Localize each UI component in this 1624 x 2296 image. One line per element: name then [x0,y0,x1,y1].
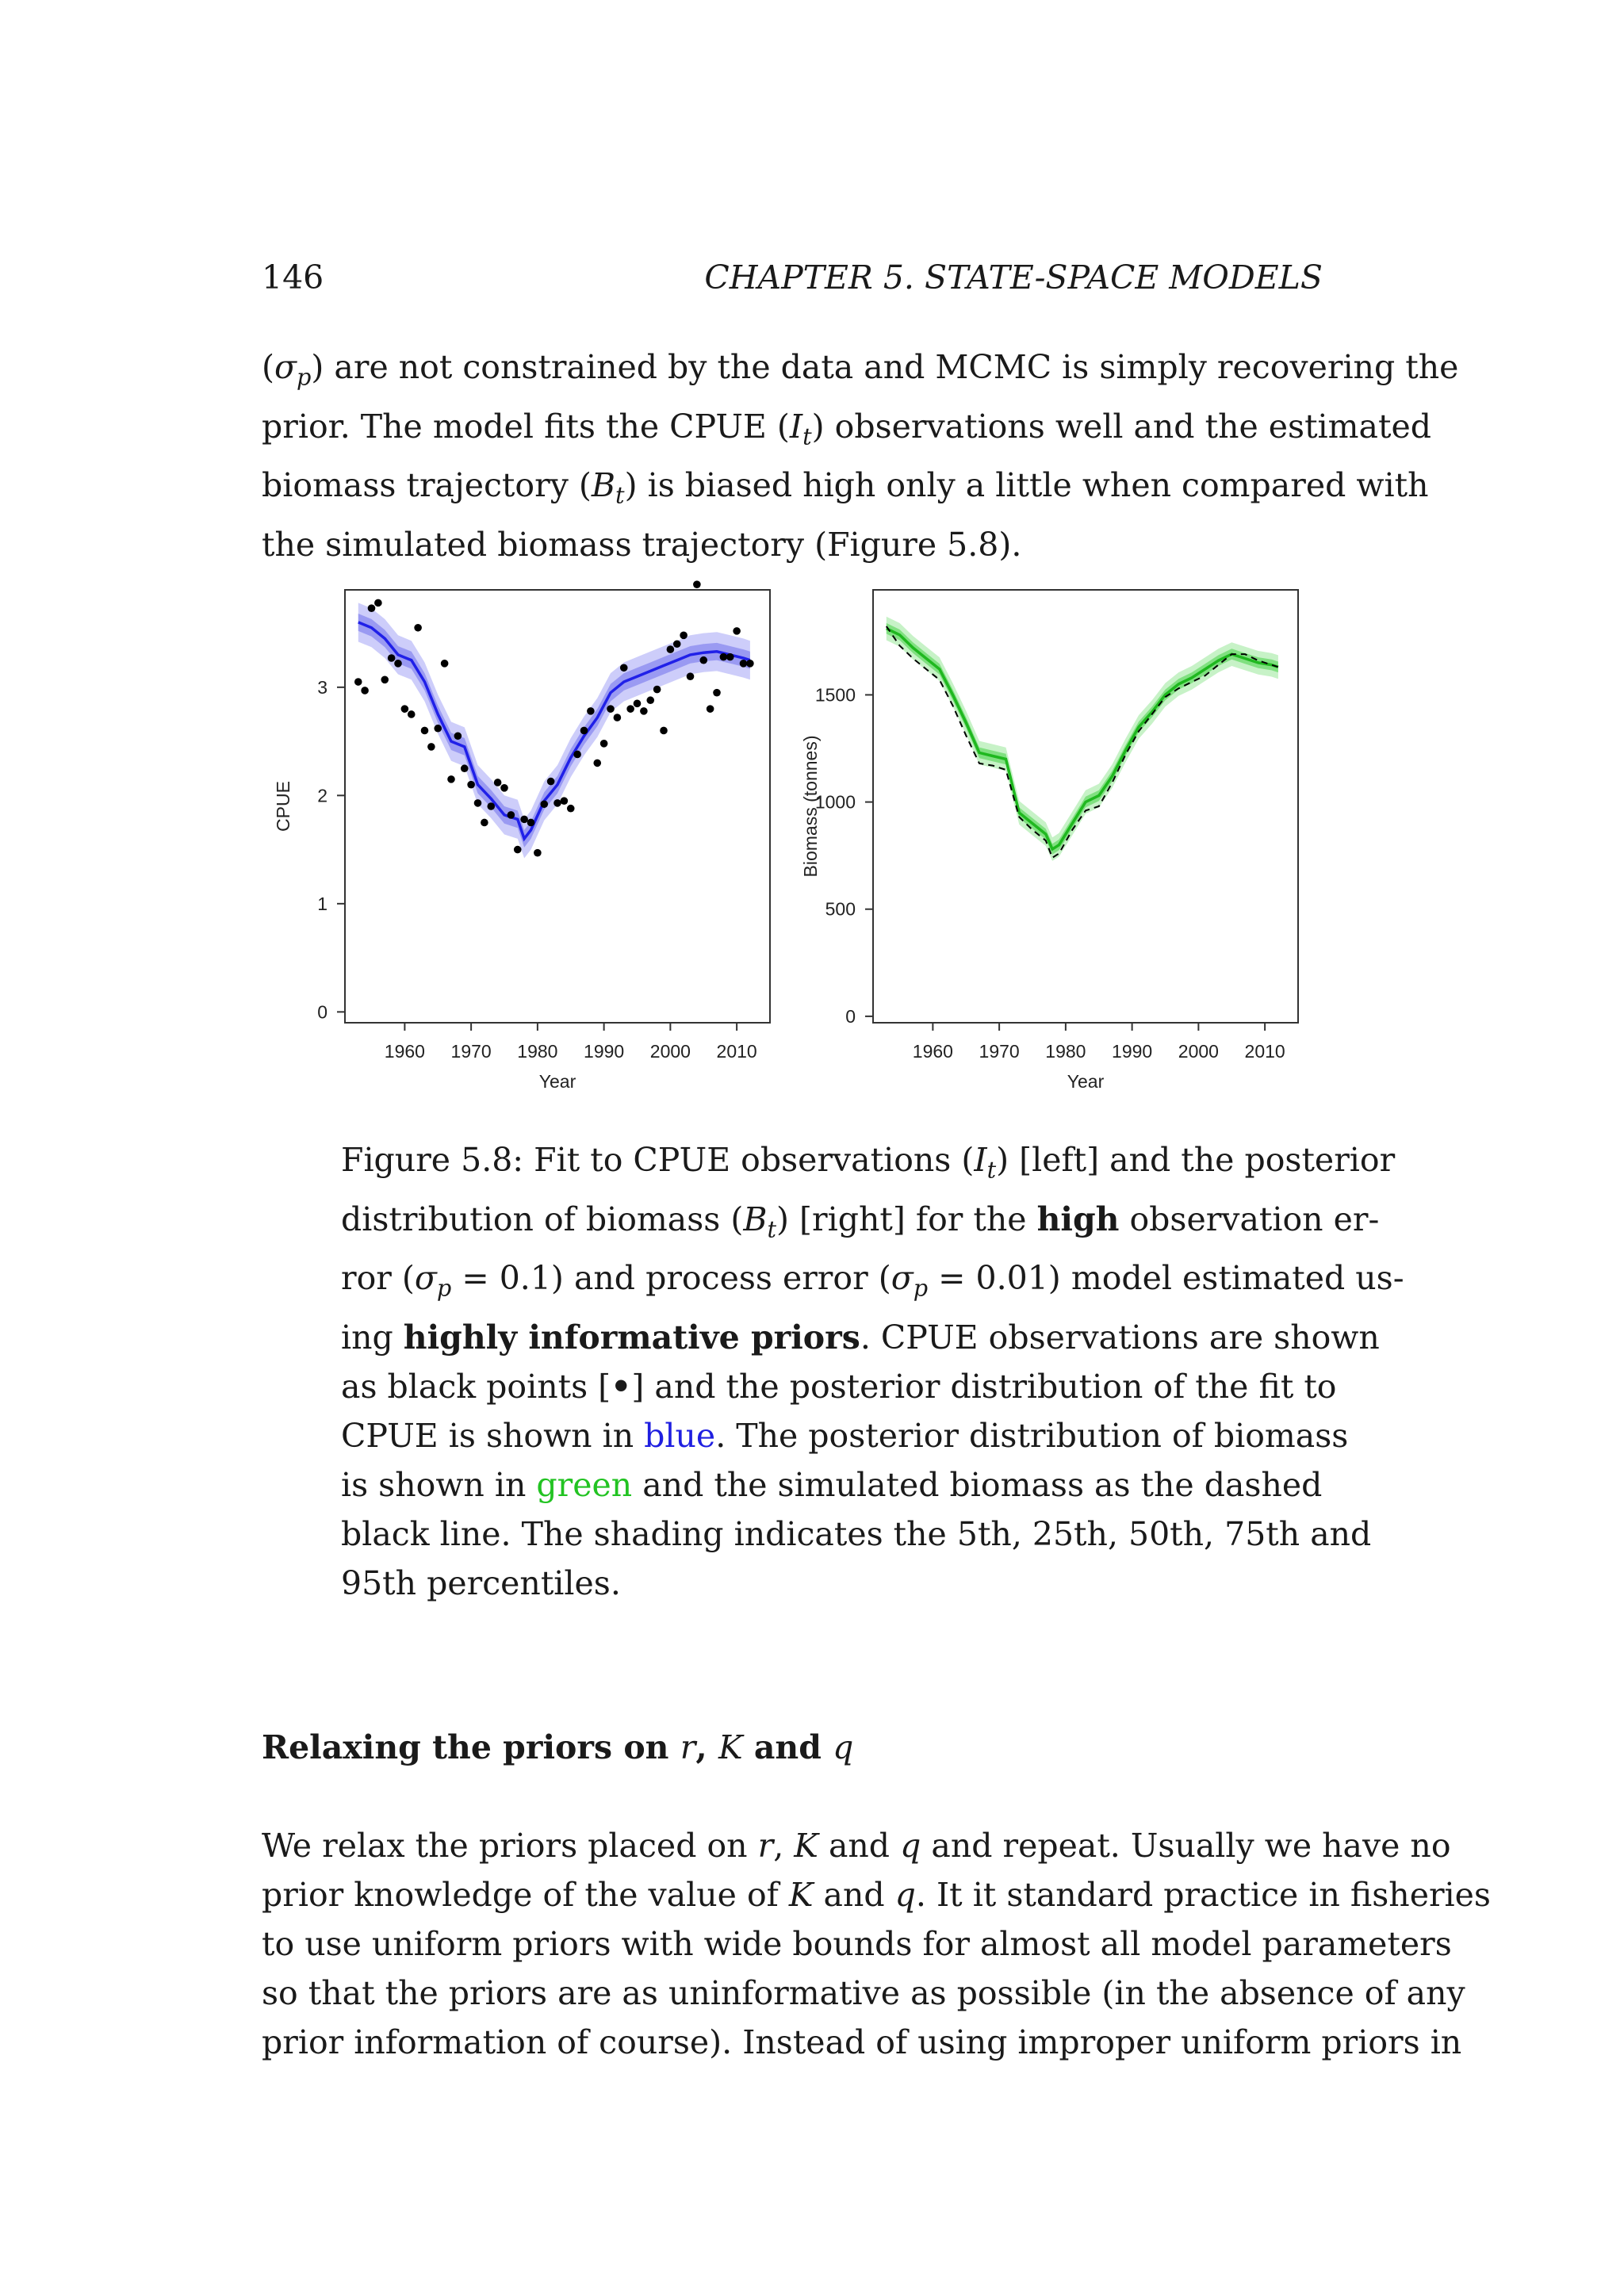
caption-line: distribution of biomass $(B_t)$ [right] for the high observation er- [341,1200,1380,1243]
cpue-observation-point [687,672,695,680]
section-line: to use uniform priors with wide bounds for almost all model parameters [262,1925,1452,1963]
biomass-inner-band [887,623,1278,855]
biomass-y-label: Biomass (tonnes) [800,735,821,878]
cpue-panel [273,580,770,1092]
cpue-observation-point [474,799,482,807]
cpue-observation-point [680,632,688,640]
cpue-observation-point [561,797,569,805]
biomass-y-tick-label: 500 [825,898,856,920]
cpue-observation-point [726,653,734,661]
section-heading: Relaxing the priors on r, K and q [262,1728,854,1766]
section-line: so that the priors are as uninformative as possible (in the absence of any [262,1974,1465,2012]
cpue-observation-point [699,656,707,664]
cpue-observation-point [733,627,741,635]
cpue-observation-point [394,660,402,668]
cpue-observation-point [441,660,449,668]
cpue-observation-point [660,727,668,735]
cpue-observation-point [646,696,654,704]
running-head: CHAPTER 5. STATE-SPACE MODELS [704,258,1323,297]
biomass-y-axis [815,684,873,1026]
cpue-observation-point [746,660,754,668]
cpue-observation-point [547,778,555,786]
cpue-observation-point [640,707,648,715]
cpue-y-tick-label: 0 [317,1001,327,1023]
cpue-observation-point [361,687,369,695]
cpue-x-tick-label: 2000 [649,1041,691,1062]
caption-line: 95th percentiles. [341,1563,621,1602]
biomass-y-tick-label: 1000 [814,791,856,813]
biomass-x-tick-label: 1960 [912,1041,953,1062]
cpue-x-label: Year [538,1071,576,1092]
cpue-observation-point [653,686,661,694]
cpue-x-tick-label: 1970 [450,1041,492,1062]
intro-line: $(\sigma_p)$ are not constrained by the data and MCMC is simply recovering the [262,348,1459,391]
cpue-observation-point [713,689,721,697]
cpue-observation-point [414,624,422,632]
cpue-x-tick-label: 1980 [517,1041,558,1062]
figure-caption [341,1135,1404,1608]
cpue-observation-point [707,705,714,713]
caption-line: black line. The shading indicates the 5th, 25th, 50th, 75th and [341,1514,1372,1553]
intro-paragraph [262,342,1459,569]
cpue-observation-point [567,805,575,813]
biomass-x-tick-label: 2010 [1244,1041,1285,1062]
section-line: prior information of course). Instead of using improper uniform priors in [262,2023,1462,2061]
cpue-y-axis [317,677,345,1023]
cpue-observation-point [427,743,435,751]
cpue-y-tick-label: 3 [317,676,327,698]
cpue-observation-point [540,800,548,808]
cpue-observation-point [667,645,675,653]
caption-line: ror $(\sigma_p = 0.1)$ and process error $(\sigma_p = 0.01)$ model estimated us- [341,1259,1404,1302]
intro-line: prior. The model fits the CPUE $(I_t)$ observations well and the estimated [262,407,1431,450]
cpue-observation-point [607,705,615,713]
cpue-observation-point [600,740,608,748]
caption-line: is shown in green and the simulated biomass as the dashed [341,1465,1323,1504]
cpue-observation-point [374,599,382,607]
cpue-observation-point [634,700,642,708]
cpue-y-label: CPUE [273,781,293,832]
cpue-observation-point [508,811,515,819]
cpue-outer-band [358,603,750,858]
biomass-x-tick-label: 1990 [1112,1041,1153,1062]
section-line: We relax the priors placed on r, K and q and repeat. Usually we have no [262,1827,1451,1865]
cpue-observation-point [354,678,362,686]
cpue-observation-point [673,640,681,648]
cpue-observation-point [481,819,488,827]
section-paragraph [262,1821,1491,2067]
cpue-observation-point [401,705,409,713]
biomass-x-tick-label: 1970 [979,1041,1020,1062]
cpue-observation-point [381,675,389,683]
cpue-observation-point [447,775,455,783]
cpue-observation-point [534,849,542,857]
cpue-points [354,580,754,856]
cpue-x-axis [385,1023,757,1062]
biomass-x-axis [913,1023,1285,1062]
cpue-observation-point [693,580,701,588]
cpue-observation-point [553,799,561,807]
cpue-inner-band [358,614,750,848]
caption-line: ing highly informative priors. CPUE observations are shown [341,1318,1380,1357]
cpue-observation-point [580,727,588,735]
figure-5-8 [0,571,1624,1126]
biomass-x-label: Year [1067,1071,1105,1092]
cpue-observation-point [467,781,475,789]
cpue-observation-point [487,802,495,810]
section-line: prior knowledge of the value of K and q. It it standard practice in fisheries [262,1876,1491,1914]
cpue-y-tick-label: 2 [317,785,327,806]
biomass-y-tick-label: 1500 [814,684,856,706]
cpue-x-tick-label: 2010 [716,1041,757,1062]
biomass-panel [800,590,1298,1092]
cpue-observation-point [720,653,728,661]
cpue-observation-point [527,819,535,827]
cpue-observation-point [388,654,396,662]
cpue-observation-point [461,764,469,772]
intro-line: biomass trajectory $(B_t)$ is biased high only a little when compared with [262,466,1429,509]
cpue-observation-point [520,816,528,824]
cpue-observation-point [514,846,522,854]
cpue-y-tick-label: 1 [317,893,327,914]
cpue-observation-point [587,707,595,715]
biomass-x-tick-label: 2000 [1178,1041,1219,1062]
biomass-y-tick-label: 0 [845,1005,856,1027]
cpue-observation-point [500,784,508,792]
biomass-outer-band [887,617,1278,861]
cpue-observation-point [368,604,376,612]
cpue-observation-point [626,705,634,713]
biomass-x-tick-label: 1980 [1045,1041,1086,1062]
cpue-observation-point [408,710,416,718]
caption-line: CPUE is shown in blue. The posterior distribution of biomass [341,1416,1349,1455]
cpue-observation-point [593,760,601,767]
cpue-observation-point [620,664,628,672]
cpue-observation-point [740,660,748,668]
page-number: 146 [262,258,324,297]
cpue-x-tick-label: 1990 [584,1041,625,1062]
cpue-observation-point [454,732,462,740]
cpue-x-tick-label: 1960 [384,1041,425,1062]
cpue-observation-point [494,779,502,786]
cpue-observation-point [421,727,429,735]
cpue-observation-point [434,725,442,733]
intro-line: the simulated biomass trajectory (Figure 5.8). [262,525,1022,564]
caption-line: as black points [•] and the posterior distribution of the fit to [341,1367,1337,1406]
cpue-observation-point [573,751,581,759]
cpue-observation-point [614,714,622,721]
caption-line: Figure 5.8: Fit to CPUE observations $(I_t)$ [left] and the posterior [341,1141,1396,1184]
